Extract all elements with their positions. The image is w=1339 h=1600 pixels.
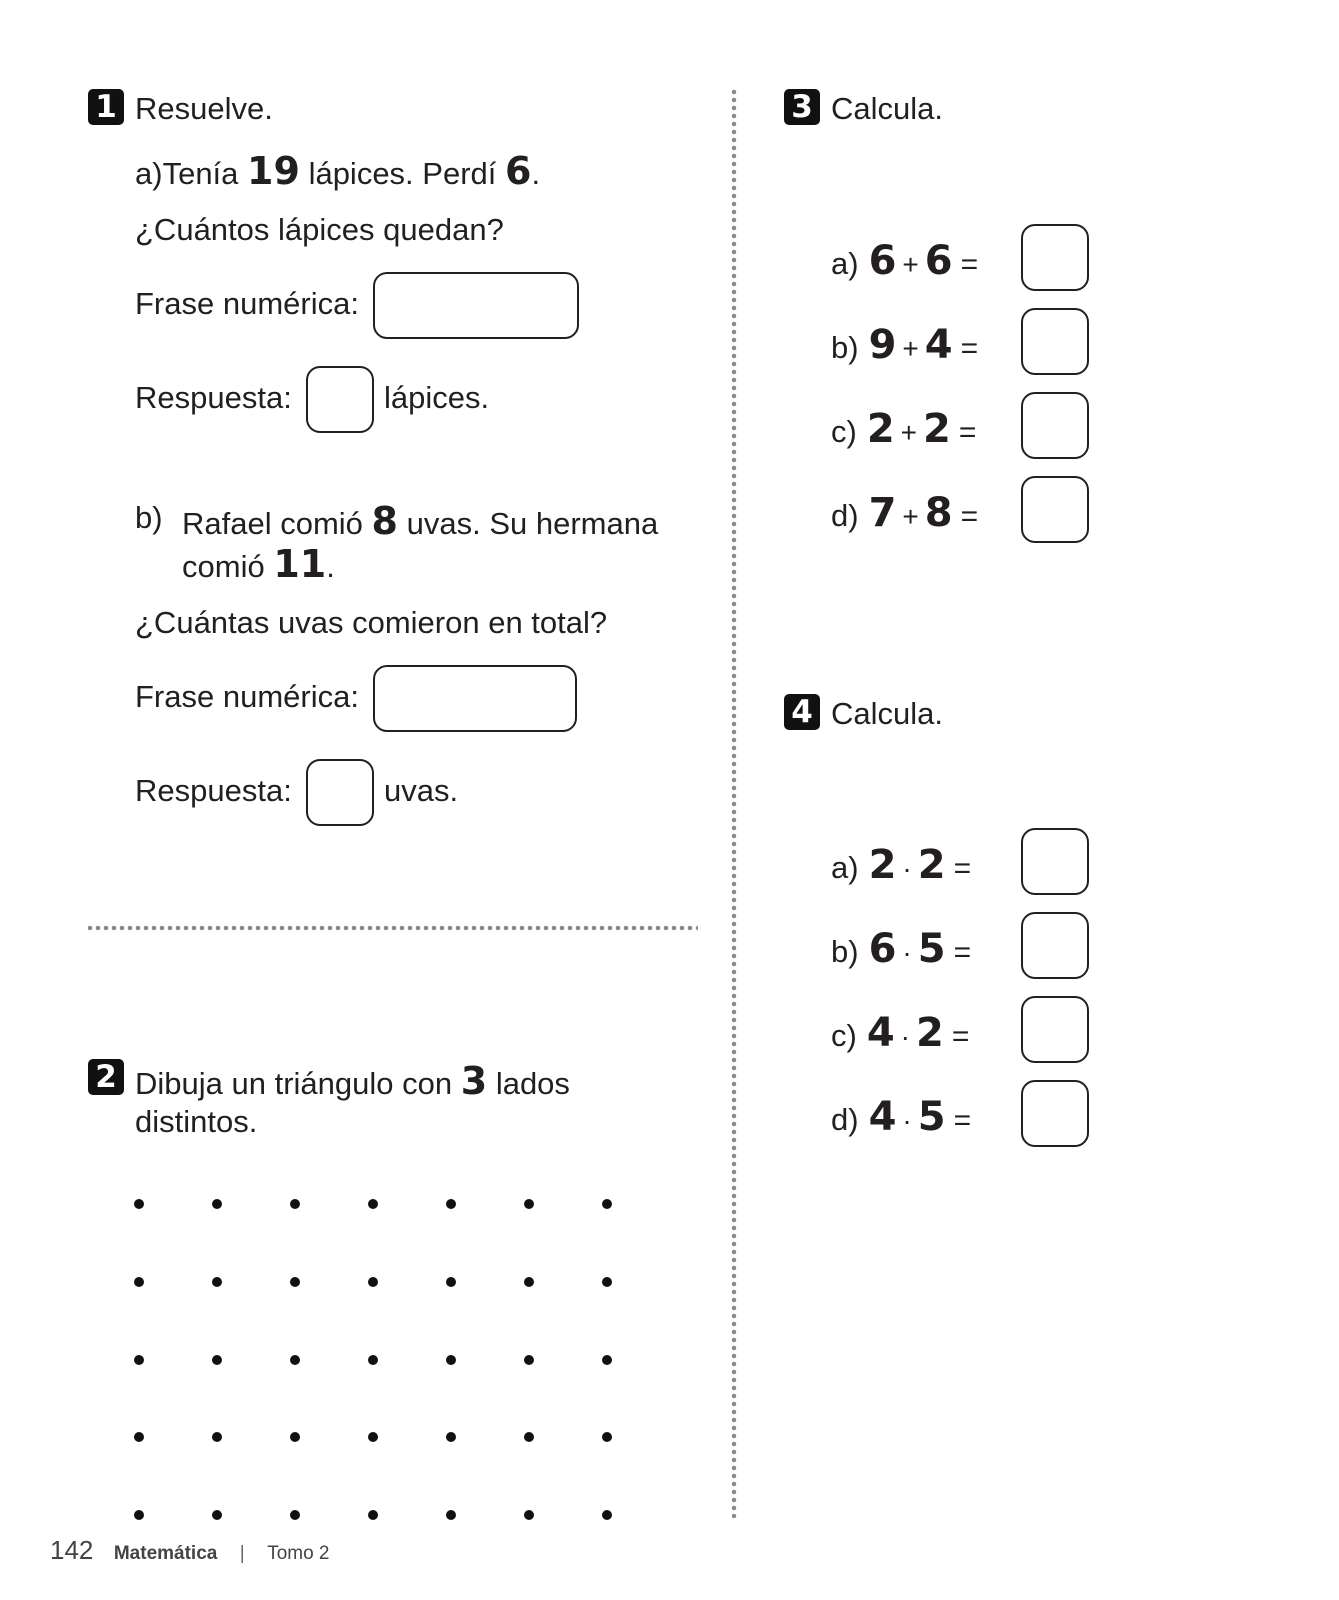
grid-dot[interactable] — [446, 1277, 456, 1287]
operand: 5 — [917, 926, 946, 972]
respuesta-answer-box[interactable] — [306, 366, 374, 433]
grid-dot[interactable] — [212, 1432, 222, 1442]
exercise-4-badge: 4 — [784, 694, 820, 730]
respuesta-label: Respuesta: — [135, 773, 292, 808]
answer-box[interactable] — [1021, 308, 1089, 375]
frase-label: Frase numérica: — [135, 679, 359, 714]
number: 8 — [371, 499, 398, 543]
grid-dot[interactable] — [134, 1432, 144, 1442]
exercise-2-badge: 2 — [88, 1059, 124, 1095]
operand: 7 — [868, 490, 897, 536]
grid-dot[interactable] — [524, 1432, 534, 1442]
answer-box[interactable] — [1021, 476, 1089, 543]
equation-label: d) — [831, 498, 859, 533]
grid-dot[interactable] — [134, 1355, 144, 1365]
page-number: 142 — [50, 1535, 94, 1565]
operand: 4 — [924, 322, 953, 368]
operand: 6 — [868, 926, 897, 972]
horizontal-divider — [86, 925, 698, 931]
grid-dot[interactable] — [212, 1355, 222, 1365]
equation-row — [831, 1010, 969, 1056]
grid-dot[interactable] — [524, 1355, 534, 1365]
operand: 2 — [868, 842, 897, 888]
operand: 2 — [923, 406, 951, 452]
grid-dot[interactable] — [602, 1432, 612, 1442]
answer-box[interactable] — [1021, 1080, 1089, 1147]
operator: + — [900, 417, 918, 448]
exercise-1b-question: ¿Cuántas uvas comieron en total? — [135, 605, 608, 640]
equals-sign: = — [953, 852, 972, 885]
equation-label: b) — [831, 330, 859, 365]
equals-sign: = — [960, 248, 979, 281]
grid-dot[interactable] — [602, 1510, 612, 1520]
grid-dot[interactable] — [446, 1355, 456, 1365]
frase-label: Frase numérica: — [135, 286, 359, 321]
operand: 2 — [866, 406, 895, 452]
exercise-4-title: Calcula. — [831, 696, 943, 731]
grid-dot[interactable] — [212, 1199, 222, 1209]
operator: · — [900, 1021, 910, 1052]
operand: 8 — [924, 490, 953, 536]
equals-sign: = — [951, 1020, 970, 1053]
operand: 5 — [917, 1094, 946, 1140]
respuesta-label: Respuesta: — [135, 380, 292, 415]
vertical-divider — [731, 88, 737, 1518]
period: . — [531, 156, 541, 191]
grid-dot[interactable] — [368, 1277, 378, 1287]
equals-sign: = — [960, 500, 979, 533]
grid-dot[interactable] — [212, 1277, 222, 1287]
exercise-3-title: Calcula. — [831, 91, 943, 126]
statement-text: Tenía — [162, 156, 239, 191]
operator: · — [902, 937, 912, 968]
equation-row — [831, 406, 976, 452]
grid-dot[interactable] — [368, 1432, 378, 1442]
equals-sign: = — [953, 1104, 972, 1137]
exercise-1a-question: ¿Cuántos lápices quedan? — [135, 212, 504, 247]
answer-box[interactable] — [1021, 224, 1089, 291]
footer-subject: Matemática — [113, 1543, 218, 1564]
operand: 2 — [917, 842, 946, 888]
statement-text: lápices. Perdí — [308, 156, 497, 191]
operand: 4 — [868, 1094, 897, 1140]
operand: 4 — [866, 1010, 895, 1056]
statement-text: uvas. Su hermana — [406, 506, 659, 541]
operand: 6 — [868, 238, 897, 284]
equation-row — [831, 1094, 971, 1140]
frase-answer-box[interactable] — [373, 272, 579, 339]
equals-sign: = — [960, 332, 979, 365]
page-footer — [50, 1535, 330, 1566]
grid-dot[interactable] — [524, 1277, 534, 1287]
equation-label: b) — [831, 934, 859, 969]
exercise-1b-statement — [182, 499, 659, 543]
equals-sign: = — [953, 936, 972, 969]
answer-box[interactable] — [1021, 828, 1089, 895]
grid-dot[interactable] — [290, 1432, 300, 1442]
period: . — [326, 549, 335, 584]
exercise-1-title: Resuelve. — [135, 91, 273, 126]
exercise-1a-statement — [135, 149, 541, 193]
equation-label: d) — [831, 1102, 859, 1137]
grid-dot[interactable] — [602, 1199, 612, 1209]
statement-text: Rafael comió — [182, 506, 363, 541]
exercise-1-badge: 1 — [88, 89, 124, 125]
exercise-1b-statement-line2 — [182, 542, 335, 586]
grid-dot[interactable] — [290, 1355, 300, 1365]
grid-dot[interactable] — [368, 1355, 378, 1365]
equation-row — [831, 842, 971, 888]
grid-dot[interactable] — [290, 1510, 300, 1520]
grid-dot[interactable] — [134, 1277, 144, 1287]
number: 3 — [460, 1059, 488, 1103]
operand: 2 — [916, 1010, 944, 1056]
operand: 6 — [924, 238, 953, 284]
operand: 9 — [868, 322, 897, 368]
equals-sign: = — [958, 416, 977, 449]
grid-dot[interactable] — [524, 1510, 534, 1520]
operator: + — [902, 333, 919, 364]
operator: + — [902, 501, 919, 532]
unit-label: lápices. — [384, 380, 490, 415]
respuesta-answer-box[interactable] — [306, 759, 374, 826]
statement-text: lados — [495, 1066, 570, 1101]
answer-box[interactable] — [1021, 912, 1089, 979]
item-label: a) — [135, 156, 163, 191]
grid-dot[interactable] — [212, 1510, 222, 1520]
grid-dot[interactable] — [602, 1277, 612, 1287]
statement-text: Dibuja un triángulo con — [135, 1066, 453, 1101]
exercise-3-badge: 3 — [784, 89, 820, 125]
footer-volume: Tomo 2 — [267, 1543, 330, 1564]
exercise-2-statement-line2: distintos. — [135, 1104, 258, 1139]
grid-dot[interactable] — [290, 1277, 300, 1287]
unit-label: uvas. — [384, 773, 459, 808]
grid-dot[interactable] — [446, 1199, 456, 1209]
equation-label: a) — [831, 850, 859, 885]
equation-row — [831, 322, 978, 368]
equation-row — [831, 238, 978, 284]
answer-box[interactable] — [1021, 392, 1089, 459]
grid-dot[interactable] — [290, 1199, 300, 1209]
grid-dot[interactable] — [368, 1199, 378, 1209]
operator: + — [902, 249, 919, 280]
item-label: b) — [135, 500, 163, 535]
exercise-2-statement — [135, 1059, 570, 1103]
operator: · — [902, 853, 912, 884]
equation-row — [831, 490, 978, 536]
statement-text: comió — [182, 549, 265, 584]
equation-label: c) — [831, 1018, 857, 1053]
grid-dot[interactable] — [602, 1355, 612, 1365]
operator: · — [902, 1105, 912, 1136]
number: 19 — [247, 149, 300, 193]
equation-row — [831, 926, 971, 972]
grid-dot[interactable] — [368, 1510, 378, 1520]
grid-dot[interactable] — [446, 1510, 456, 1520]
grid-dot[interactable] — [134, 1510, 144, 1520]
grid-dot[interactable] — [446, 1432, 456, 1442]
answer-box[interactable] — [1021, 996, 1089, 1063]
grid-dot[interactable] — [524, 1199, 534, 1209]
footer-separator: | — [239, 1543, 245, 1564]
grid-dot[interactable] — [134, 1199, 144, 1209]
number: 6 — [505, 149, 532, 193]
equation-label: c) — [831, 414, 857, 449]
frase-answer-box[interactable] — [373, 665, 577, 732]
number: 11 — [273, 542, 327, 586]
equation-label: a) — [831, 246, 859, 281]
